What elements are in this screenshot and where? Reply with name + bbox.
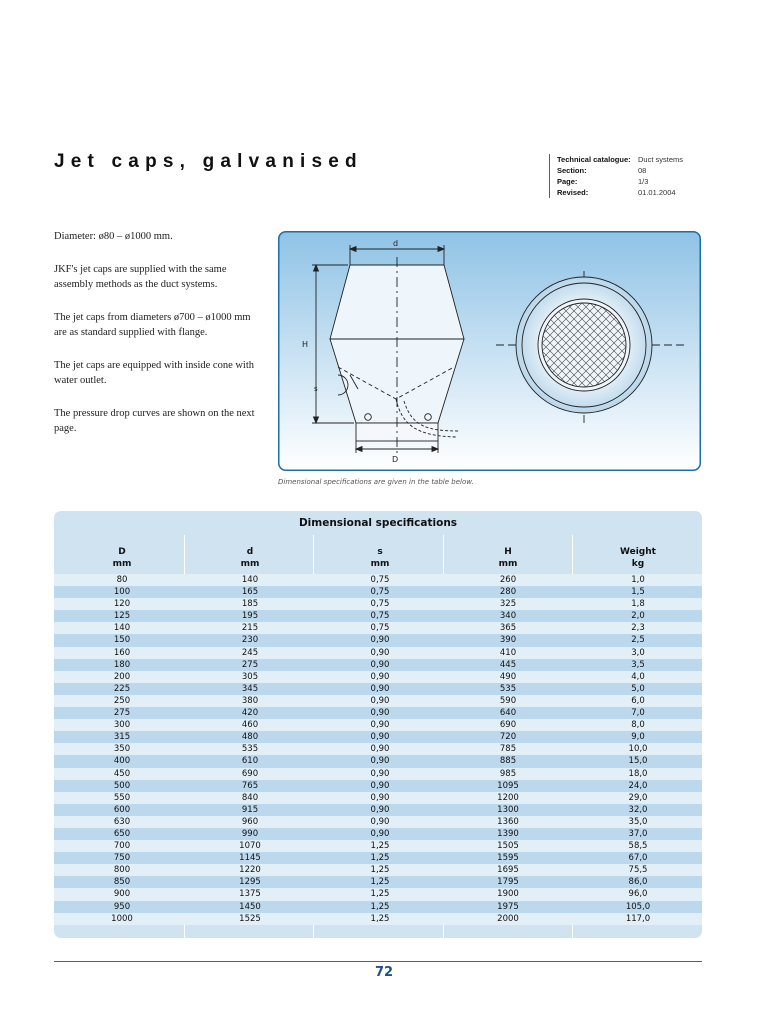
cell-d: 535: [241, 744, 259, 755]
page-title: Jet caps, galvanised: [54, 151, 363, 172]
cell-d: 1070: [239, 841, 261, 852]
cell-H: 590: [499, 695, 517, 706]
cell-s: 0,90: [370, 816, 390, 827]
cell-H: 1595: [497, 853, 519, 864]
cell-s: 0,75: [370, 587, 390, 598]
dimension-label-s: s: [314, 385, 318, 393]
table-row: [54, 901, 702, 913]
cell-H: 365: [499, 623, 517, 634]
cell-s: 0,90: [370, 756, 390, 767]
cell-d: 140: [241, 575, 259, 585]
cell-D: 275: [113, 708, 131, 719]
cell-weight: 32,0: [628, 804, 648, 815]
cell-weight: 7,0: [631, 708, 645, 719]
figure-caption: Dimensional specifications are given in the table below.: [278, 478, 474, 486]
cell-s: 1,25: [370, 877, 390, 888]
header-D: [92, 546, 152, 570]
meta-label: Revised:: [557, 188, 589, 197]
cell-d: 195: [241, 611, 259, 622]
cell-H: 985: [499, 768, 517, 779]
cell-weight: 29,0: [628, 792, 648, 803]
table-row: [54, 598, 702, 610]
cell-d: 165: [241, 587, 259, 598]
catalogue-info: [549, 154, 683, 198]
cell-s: 0,75: [370, 623, 390, 634]
table-body: [54, 574, 702, 925]
header-unit: mm: [112, 559, 132, 569]
table-row: [54, 864, 702, 876]
cell-H: 2000: [497, 913, 519, 924]
intro-text: [54, 229, 264, 454]
cell-H: 280: [499, 587, 517, 598]
cell-D: 200: [113, 671, 131, 682]
cell-d: 1525: [239, 913, 261, 924]
table-row: [54, 622, 702, 634]
cell-H: 390: [499, 635, 517, 646]
cell-d: 185: [241, 599, 259, 610]
cell-weight: 2,3: [631, 623, 645, 634]
cell-s: 0,90: [370, 647, 390, 658]
cell-d: 1145: [239, 853, 261, 864]
dimensions-table: [54, 511, 702, 938]
table-row: [54, 888, 702, 900]
cell-d: 1450: [239, 901, 261, 912]
cell-H: 340: [499, 611, 517, 622]
cell-weight: 1,5: [631, 587, 645, 598]
header-d: [220, 546, 280, 570]
intro-paragraph: JKF's jet caps are supplied with the same assembly methods as the duct systems.: [54, 263, 227, 290]
header-s: [350, 546, 410, 570]
meta-label: Page:: [557, 177, 578, 186]
meta-label: Technical catalogue:: [557, 155, 631, 164]
cell-d: 990: [241, 828, 259, 839]
dimension-label-d: d: [393, 239, 399, 248]
table-row: [54, 634, 702, 646]
cell-D: 650: [113, 828, 131, 839]
table-row: [54, 610, 702, 622]
cell-H: 1200: [497, 792, 519, 803]
table-row: [54, 743, 702, 755]
cell-weight: 10,0: [628, 744, 648, 755]
cell-s: 0,90: [370, 780, 390, 791]
cell-s: 1,25: [370, 865, 390, 876]
cell-H: 885: [499, 756, 517, 767]
cell-D: 160: [113, 647, 131, 658]
cell-s: 1,25: [370, 841, 390, 852]
cell-H: 690: [499, 720, 517, 731]
cell-H: 1975: [497, 901, 519, 912]
cell-weight: 1,8: [631, 599, 645, 610]
cell-D: 140: [113, 623, 131, 634]
cell-weight: 3,0: [631, 647, 645, 658]
cell-s: 0,75: [370, 599, 390, 610]
cell-d: 960: [241, 816, 259, 827]
cell-s: 0,90: [370, 792, 390, 803]
cell-H: 1300: [497, 804, 519, 815]
cell-d: 345: [241, 683, 259, 694]
cell-D: 225: [113, 683, 131, 694]
header-unit: kg: [631, 559, 645, 569]
dimension-label-D: D: [392, 455, 399, 464]
header-name: Weight: [620, 547, 656, 557]
cell-D: 550: [113, 792, 131, 803]
cell-s: 0,75: [370, 611, 390, 622]
table-row: [54, 695, 702, 707]
cell-H: 1505: [497, 841, 519, 852]
cell-D: 80: [116, 575, 128, 585]
cell-H: 1900: [497, 889, 519, 900]
page-number: 72: [374, 965, 394, 980]
cell-d: 420: [241, 708, 259, 719]
cell-D: 350: [113, 744, 131, 755]
header-H: [478, 546, 538, 570]
cell-s: 0,90: [370, 659, 390, 670]
cell-D: 450: [113, 768, 131, 779]
table-row: [54, 707, 702, 719]
table-row: [54, 828, 702, 840]
cell-weight: 86,0: [628, 877, 648, 888]
table-row: [54, 659, 702, 671]
header-name: s: [377, 547, 383, 557]
table-row: [54, 574, 702, 586]
cell-weight: 3,5: [631, 659, 645, 670]
meta-value: 1/3: [638, 177, 649, 186]
cell-s: 0,90: [370, 720, 390, 731]
table-row: [54, 792, 702, 804]
cell-s: 0,90: [370, 768, 390, 779]
meta-row: [557, 154, 683, 165]
cell-D: 100: [113, 587, 131, 598]
table-row: [54, 586, 702, 598]
header-unit: mm: [240, 559, 260, 569]
cell-H: 1360: [497, 816, 519, 827]
cell-weight: 2,0: [631, 611, 645, 622]
meta-value: 08: [638, 166, 647, 175]
cell-H: 1390: [497, 828, 519, 839]
cell-weight: 1,0: [631, 575, 645, 585]
cell-D: 950: [113, 901, 131, 912]
table-row: [54, 804, 702, 816]
cell-weight: 4,0: [631, 671, 645, 682]
cell-D: 600: [113, 804, 131, 815]
header-name: d: [246, 547, 254, 557]
cell-D: 300: [113, 720, 131, 731]
cell-d: 460: [241, 720, 259, 731]
cell-D: 120: [113, 599, 131, 610]
cell-D: 630: [113, 816, 131, 827]
cell-H: 720: [499, 732, 517, 743]
cell-s: 0,90: [370, 708, 390, 719]
cell-s: 1,25: [370, 853, 390, 864]
cell-weight: 24,0: [628, 780, 648, 791]
cell-weight: 117,0: [625, 913, 651, 924]
intro-paragraph: The jet caps from diameters ø700 – ø1000 mm are as standard supplied with flange.: [54, 311, 251, 338]
meta-label: Section:: [557, 166, 587, 175]
cell-d: 840: [241, 792, 259, 803]
cell-D: 400: [113, 756, 131, 767]
cell-D: 315: [113, 732, 131, 743]
cell-H: 640: [499, 708, 517, 719]
header-unit: mm: [498, 559, 518, 569]
footer-rule: [54, 961, 702, 962]
cell-s: 0,90: [370, 671, 390, 682]
cell-weight: 5,0: [631, 683, 645, 694]
table-row: [54, 719, 702, 731]
table-row: [54, 876, 702, 888]
cell-D: 850: [113, 877, 131, 888]
cell-weight: 37,0: [628, 828, 648, 839]
cell-D: 700: [113, 841, 131, 852]
cell-D: 150: [113, 635, 131, 646]
table-row: [54, 780, 702, 792]
cell-d: 1295: [239, 877, 261, 888]
cell-weight: 67,0: [628, 853, 648, 864]
cell-D: 250: [113, 695, 131, 706]
intro-paragraph: Diameter: ø80 – ø1000 mm.: [54, 231, 173, 242]
dimension-label-H: H: [302, 340, 309, 349]
cell-d: 230: [241, 635, 259, 646]
meta-row: [557, 187, 683, 198]
cell-H: 1695: [497, 865, 519, 876]
cell-D: 900: [113, 889, 131, 900]
cell-D: 750: [113, 853, 131, 864]
header-unit: mm: [370, 559, 390, 569]
cell-s: 0,90: [370, 804, 390, 815]
cell-weight: 58,5: [628, 841, 648, 852]
jet-cap-drawing: [278, 231, 701, 471]
cell-weight: 75,5: [628, 865, 648, 876]
cell-H: 1095: [497, 780, 519, 791]
table-row: [54, 647, 702, 659]
table-row: [54, 755, 702, 767]
cell-H: 410: [499, 647, 517, 658]
intro-paragraph: The pressure drop curves are shown on the next page.: [54, 407, 255, 434]
cell-weight: 8,0: [631, 720, 645, 731]
table-row: [54, 731, 702, 743]
cell-weight: 96,0: [628, 889, 648, 900]
cell-H: 785: [499, 744, 517, 755]
cell-d: 380: [241, 695, 259, 706]
header-weight: [600, 546, 676, 570]
intro-paragraph: The jet caps are equipped with inside cone with water outlet.: [54, 359, 255, 386]
cell-H: 445: [499, 659, 517, 670]
meta-value: Duct systems: [638, 155, 684, 164]
cell-weight: 9,0: [631, 732, 645, 743]
cell-s: 0,90: [370, 635, 390, 646]
header-name: D: [118, 547, 126, 557]
cell-D: 1000: [111, 913, 133, 924]
cell-d: 305: [241, 671, 259, 682]
cell-d: 480: [241, 732, 259, 743]
table-title: Dimensional specifications: [298, 517, 458, 529]
cell-weight: 2,5: [631, 635, 645, 646]
cell-H: 260: [499, 575, 517, 585]
cell-D: 500: [113, 780, 131, 791]
cell-s: 1,25: [370, 889, 390, 900]
cell-d: 1220: [239, 865, 261, 876]
cell-s: 0,90: [370, 828, 390, 839]
cell-H: 535: [499, 683, 517, 694]
cell-d: 690: [241, 768, 259, 779]
cell-s: 0,75: [370, 575, 390, 585]
header-name: H: [504, 547, 512, 557]
jet-cap-drawing-svg: [278, 231, 701, 471]
cell-d: 1375: [239, 889, 261, 900]
table-row: [54, 852, 702, 864]
cell-d: 610: [241, 756, 259, 767]
cell-s: 0,90: [370, 732, 390, 743]
table-row: [54, 683, 702, 695]
cell-weight: 6,0: [631, 695, 645, 706]
table-row: [54, 913, 702, 925]
meta-row: [557, 176, 683, 187]
cell-d: 915: [241, 804, 259, 815]
cell-s: 0,90: [370, 744, 390, 755]
cell-s: 1,25: [370, 913, 390, 924]
cell-D: 180: [113, 659, 131, 670]
cell-H: 1795: [497, 877, 519, 888]
cell-d: 215: [241, 623, 259, 634]
table-row: [54, 816, 702, 828]
table-row: [54, 671, 702, 683]
table-row: [54, 840, 702, 852]
cell-weight: 18,0: [628, 768, 648, 779]
cell-weight: 15,0: [628, 756, 648, 767]
cell-s: 0,90: [370, 695, 390, 706]
cell-d: 245: [241, 647, 259, 658]
cell-H: 325: [499, 599, 517, 610]
cell-weight: 35,0: [628, 816, 648, 827]
cell-D: 800: [113, 865, 131, 876]
cell-s: 1,25: [370, 901, 390, 912]
table-row: [54, 768, 702, 780]
cell-weight: 105,0: [625, 901, 651, 912]
cell-H: 490: [499, 671, 517, 682]
cell-s: 0,90: [370, 683, 390, 694]
meta-row: [557, 165, 683, 176]
meta-value: 01.01.2004: [638, 188, 676, 197]
cell-d: 275: [241, 659, 259, 670]
cell-d: 765: [241, 780, 259, 791]
cell-D: 125: [113, 611, 131, 622]
